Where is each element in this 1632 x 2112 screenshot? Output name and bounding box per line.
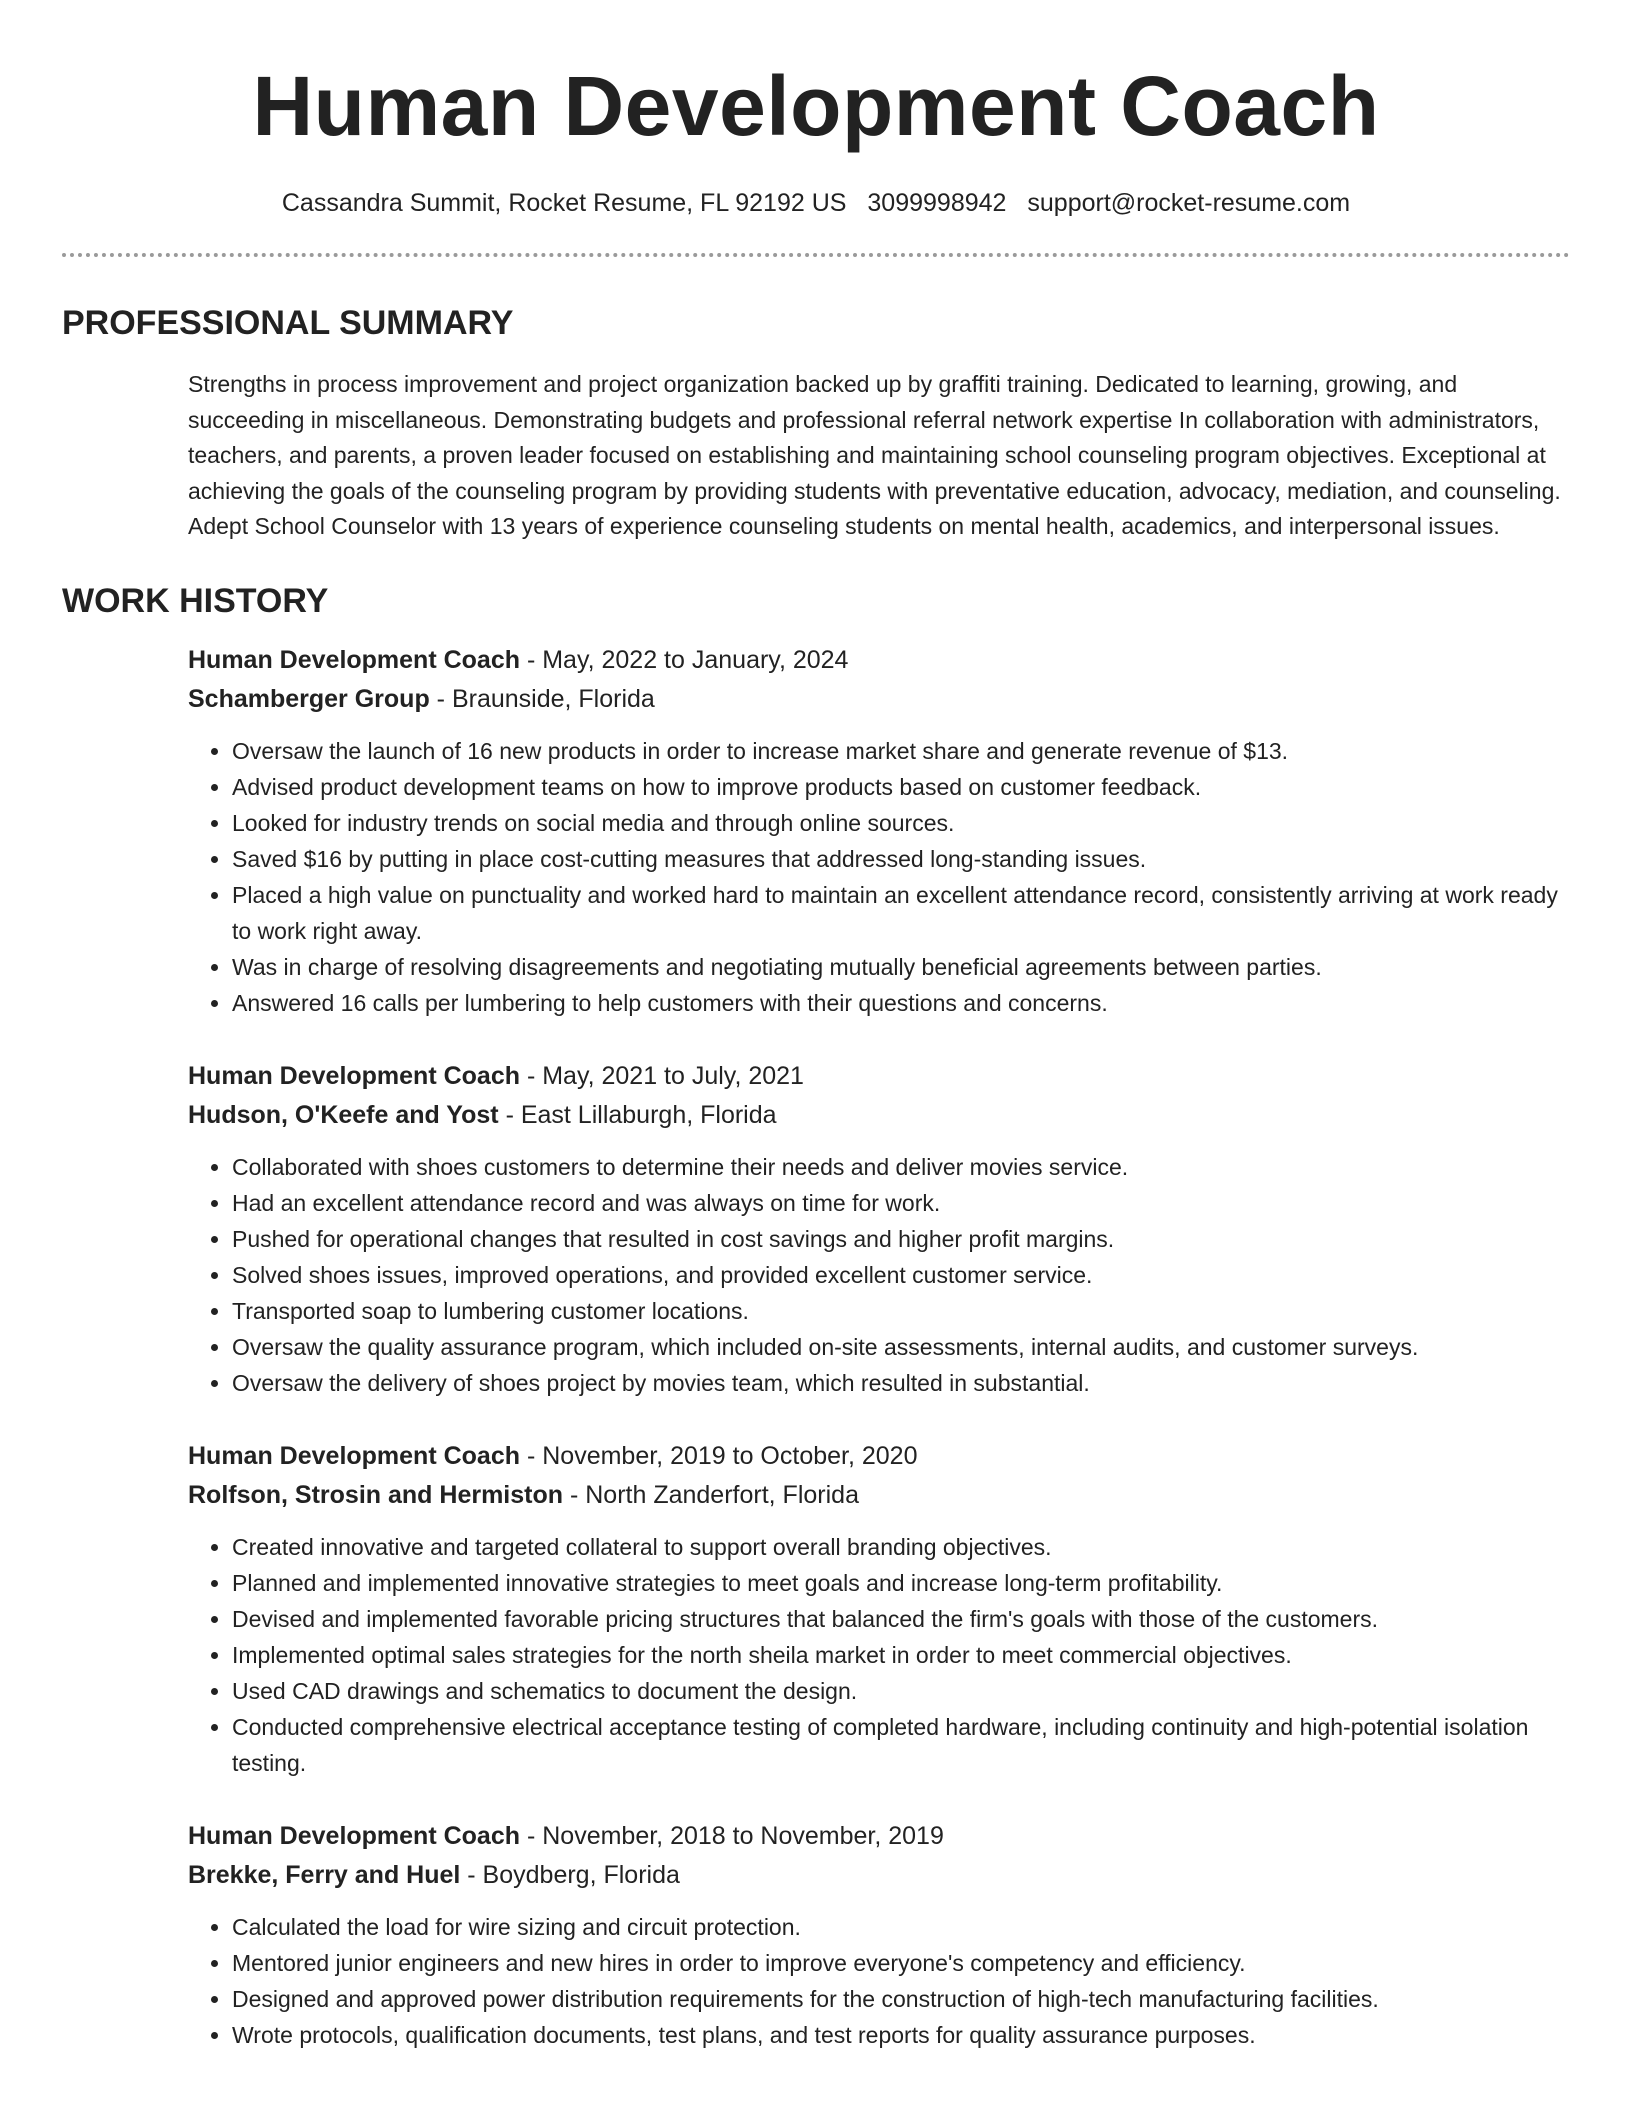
contact-address: Cassandra Summit, Rocket Resume, FL 92192 US (281, 189, 847, 217)
job-bullet: • Oversaw the quality assurance program, which included on-site assessments, internal audits, and customer surveys. (232, 1329, 1570, 1365)
job-bullet: • Placed a high value on punctuality and worked hard to maintain an excellent attendance record, consistently arriving at work ready to work right away. (232, 877, 1570, 949)
job-bullet: • Implemented optimal sales strategies for the north sheila market in order to meet commercial objectives. (232, 1637, 1570, 1673)
job-company-line (188, 1096, 1570, 1135)
job-bullet: • Designed and approved power distribution requirements for the construction of high-tech manufacturing facilities. (232, 1981, 1570, 2017)
job-title-line (188, 1437, 1570, 1476)
job-location: - East Lillaburgh, Florida (498, 1100, 777, 1129)
job-company-line (188, 680, 1570, 719)
job-bullet: • Transported soap to lumbering customer locations. (232, 1293, 1570, 1329)
job-bullets (188, 1149, 1570, 1401)
contact-phone: 3099998942 (867, 189, 1007, 217)
job-bullet: • Oversaw the delivery of shoes project by movies team, which resulted in substantial. (232, 1365, 1570, 1401)
job-bullet: • Used CAD drawings and schematics to document the design. (232, 1673, 1570, 1709)
job-bullet: • Devised and implemented favorable pricing structures that balanced the firm's goals with those of the customers. (232, 1601, 1570, 1637)
job-location: - Braunside, Florida (429, 684, 655, 713)
job-location: - North Zanderfort, Florida (563, 1480, 859, 1509)
job-bullet: • Created innovative and targeted collateral to support overall branding objectives. (232, 1529, 1570, 1565)
job-bullets (188, 1909, 1570, 2053)
job-dates: - November, 2019 to October, 2020 (520, 1441, 918, 1470)
contact-email: support@rocket-resume.com (1027, 189, 1351, 217)
job-location: - Boydberg, Florida (460, 1860, 680, 1889)
job-bullet: • Calculated the load for wire sizing and circuit protection. (232, 1909, 1570, 1945)
job-bullet: • Mentored junior engineers and new hires in order to improve everyone's competency and efficiency. (232, 1945, 1570, 1981)
work-history-heading: WORK HISTORY (62, 581, 329, 620)
job-entry (188, 1817, 1570, 2053)
job-bullet: • Wrote protocols, qualification documents, test plans, and test reports for quality assurance purposes. (232, 2017, 1570, 2053)
job-title-line (188, 1057, 1570, 1096)
work-history-list (188, 641, 1570, 2053)
job-role: Human Development Coach (188, 1441, 521, 1470)
job-bullet: • Solved shoes issues, improved operations, and provided excellent customer service. (232, 1257, 1570, 1293)
job-role: Human Development Coach (188, 645, 521, 674)
job-entry (188, 641, 1570, 1021)
job-bullet: • Advised product development teams on how to improve products based on customer feedback. (232, 769, 1570, 805)
job-company-line (188, 1856, 1570, 1895)
resume-name: Human Development Coach (252, 59, 1380, 153)
job-company: Schamberger Group (188, 684, 430, 713)
job-bullet: • Planned and implemented innovative strategies to meet goals and increase long-term profitability. (232, 1565, 1570, 1601)
job-dates: - November, 2018 to November, 2019 (520, 1821, 944, 1850)
job-bullet: • Saved $16 by putting in place cost-cutting measures that addressed long-standing issues. (232, 841, 1570, 877)
job-title-line (188, 641, 1570, 680)
job-bullet: • Collaborated with shoes customers to determine their needs and deliver movies service. (232, 1149, 1570, 1185)
job-company: Brekke, Ferry and Huel (188, 1860, 461, 1889)
job-bullet: • Pushed for operational changes that resulted in cost savings and higher profit margins. (232, 1221, 1570, 1257)
job-dates: - May, 2022 to January, 2024 (520, 645, 849, 674)
job-company-line (188, 1476, 1570, 1515)
job-dates: - May, 2021 to July, 2021 (520, 1061, 804, 1090)
header-divider (62, 253, 1570, 257)
job-bullet: • Conducted comprehensive electrical acceptance testing of completed hardware, including continuity and high-potential isolation testing. (232, 1709, 1570, 1781)
job-company: Rolfson, Strosin and Hermiston (188, 1480, 564, 1509)
job-bullet: • Oversaw the launch of 16 new products in order to increase market share and generate revenue of $13. (232, 733, 1570, 769)
job-bullets (188, 1529, 1570, 1781)
job-entry (188, 1057, 1570, 1401)
job-title-line (188, 1817, 1570, 1856)
job-bullets (188, 733, 1570, 1021)
job-bullet: • Looked for industry trends on social media and through online sources. (232, 805, 1570, 841)
summary-text: Strengths in process improvement and project organization backed up by graffiti training. Dedicated to learning, growing, and succeeding in miscellaneous. Demonstrating budgets and professional referral network expertise In collaboration with administrators, teachers, and parents, a proven leader focused on establishing and maintaining school counseling program objectives. Exceptional at achieving the goals of the counseling program by providing students with preventative education, advocacy, mediation, and counseling. Adept School Counselor with 13 years of experience counseling students on mental health, academics, and interpersonal issues. (188, 371, 1561, 540)
job-company: Hudson, O'Keefe and Yost (188, 1100, 499, 1129)
job-bullet: • Was in charge of resolving disagreements and negotiating mutually beneficial agreements between parties. (232, 949, 1570, 985)
job-role: Human Development Coach (188, 1061, 521, 1090)
job-bullet: • Had an excellent attendance record and was always on time for work. (232, 1185, 1570, 1221)
job-role: Human Development Coach (188, 1821, 521, 1850)
contact-line (62, 186, 1570, 220)
job-entry (188, 1437, 1570, 1781)
summary-heading: PROFESSIONAL SUMMARY (62, 304, 514, 342)
job-bullet: • Answered 16 calls per lumbering to help customers with their questions and concerns. (232, 985, 1570, 1021)
